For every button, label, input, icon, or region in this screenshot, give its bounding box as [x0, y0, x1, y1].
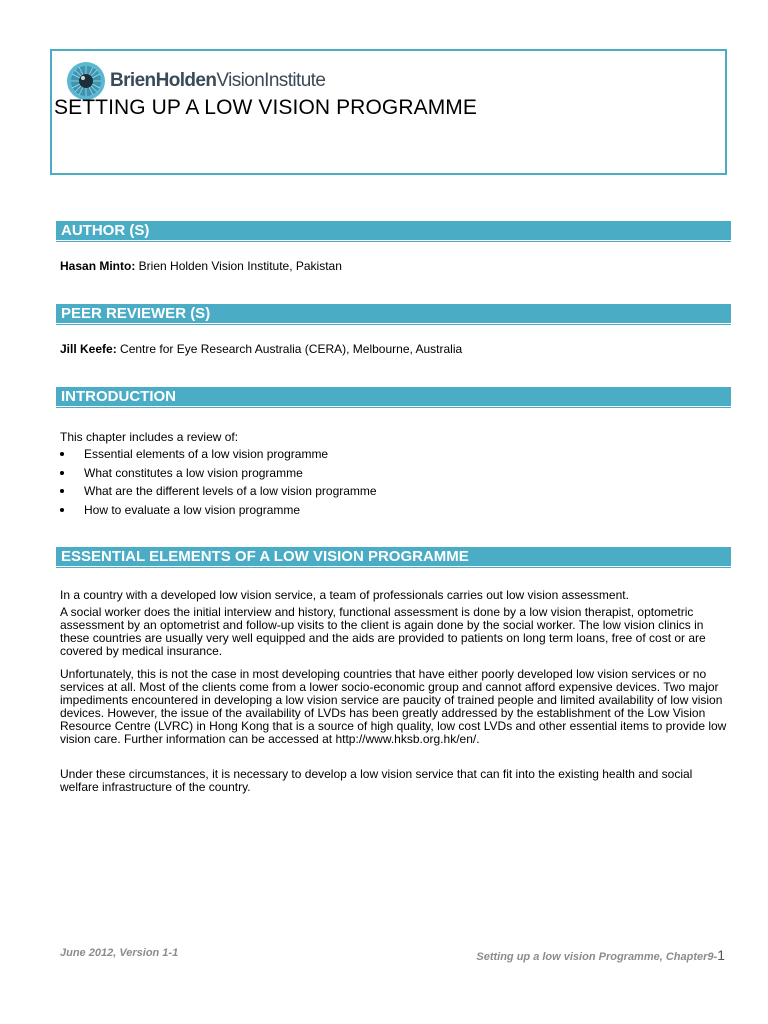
document-title: SETTING UP A LOW VISION PROGRAMME [54, 96, 477, 119]
footer-version: June 2012, Version 1-1 [60, 947, 179, 959]
section-heading-peer-reviewer [56, 304, 731, 323]
section-heading-introduction-label: INTRODUCTION [61, 388, 176, 405]
list-item: What are the different levels of a low vision programme [60, 484, 377, 503]
page-number: 1 [717, 947, 725, 963]
paragraph-3: Unfortunately, this is not the case in most developing countries that have either poorly developed low vision services or no services at all. Most of the clients come from a lower socio-economic group and cannot afford expensive devices. Two major impediments encountered in developing a low vision service are paucity of trained people and limited availability of low vision devices. However, the issue of the availability of LVDs has been greatly addressed by the establishment of the Low Vision Resource Centre (LVRC) in Hong Kong that is a source of high quality, low cost LVDs and other essential items to provide low vision care. Further information can be accessed at http://www.hksb.org.hk/en/. [60, 667, 727, 746]
list-item: Essential elements of a low vision programme [60, 447, 377, 466]
paragraph-2: A social worker does the initial interview and history, functional assessment is done by a low vision therapist, optometric assessment by an optometrist and follow-up visits to the client is again done by the social worker. The low vision clinics in these countries are usually very well equipped and the aids are provided to patients on long term loans, free of cost or are covered by medical insurance. [60, 605, 706, 658]
paragraph-4: Under these circumstances, it is necessary to develop a low vision service that can fit into the existing health and social welfare infrastructure of the country. [60, 767, 693, 794]
intro-lead: This chapter includes a review of: [60, 430, 239, 444]
paragraph-1: In a country with a developed low vision service, a team of professionals carries out low vision assessment. [60, 588, 629, 602]
intro-bullet-list [60, 447, 377, 521]
section-heading-essential-elements [56, 547, 731, 566]
author-affiliation: Brien Holden Vision Institute, Pakistan [135, 259, 342, 273]
logo-text-bold: BrienHolden [110, 70, 217, 91]
author-name: Hasan Minto: [60, 259, 136, 273]
peer-reviewer-name: Jill Keefe: [60, 342, 117, 356]
section-heading-introduction [56, 387, 731, 406]
list-item: What constitutes a low vision programme [60, 466, 377, 485]
header-box [50, 49, 727, 175]
footer-chapter [476, 947, 725, 963]
list-item: How to evaluate a low vision programme [60, 503, 377, 522]
peer-reviewer-line [60, 342, 462, 356]
section-heading-author-label: AUTHOR (S) [61, 222, 150, 239]
institute-logo [66, 61, 325, 101]
eye-logo-icon [66, 61, 106, 101]
section-heading-peer-reviewer-label: PEER REVIEWER (S) [61, 305, 211, 322]
logo-text-rest: VisionInstitute [216, 70, 326, 91]
peer-reviewer-affiliation: Centre for Eye Research Australia (CERA), Melbourne, Australia [116, 342, 463, 356]
logo-text [110, 70, 325, 92]
footer-chapter-label: Setting up a low vision Programme, Chapter9- [476, 951, 718, 963]
section-heading-essential-elements-label: ESSENTIAL ELEMENTS OF A LOW VISION PROGRAMME [61, 548, 469, 565]
section-heading-author [56, 221, 731, 240]
author-line [60, 259, 342, 273]
